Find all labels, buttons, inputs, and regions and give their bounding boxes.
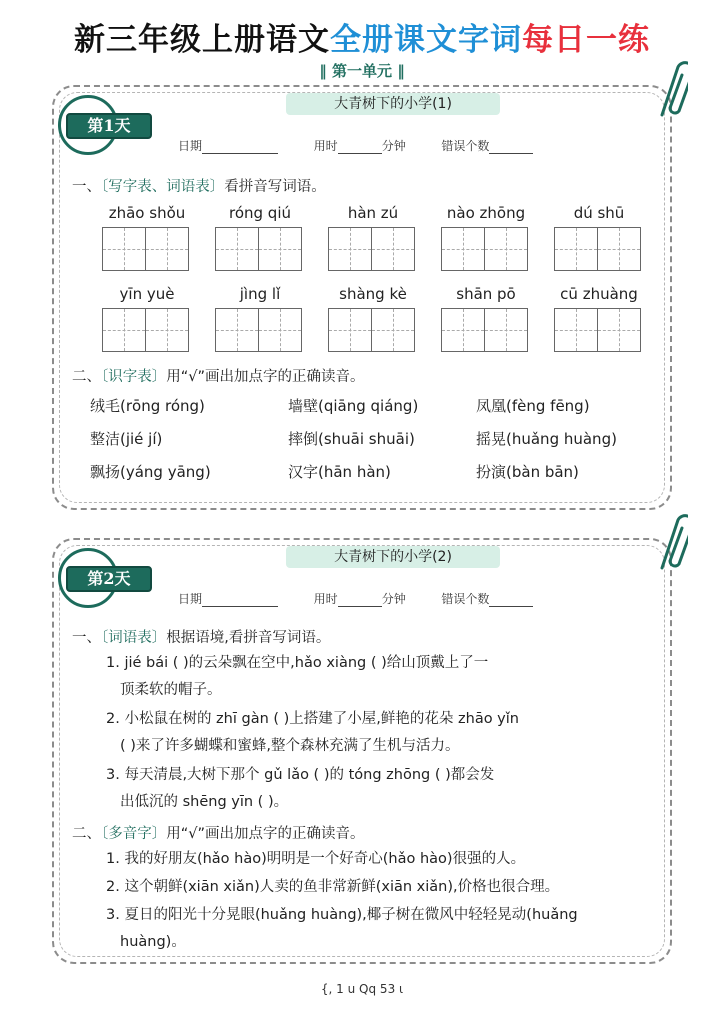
paperclip-icon	[652, 59, 688, 121]
question-line[interactable]: huàng)。	[120, 934, 186, 950]
question-line[interactable]: 3. 每天清晨,大树下那个 gǔ lǎo ( )的 tóng zhōng ( )都会发	[106, 767, 495, 783]
reading-item[interactable]: 摔倒(shuāi shuāi)	[288, 430, 415, 448]
lesson-header: 大青树下的小学(2)	[286, 546, 500, 568]
writing-boxes[interactable]	[215, 308, 305, 352]
writing-boxes[interactable]	[441, 308, 531, 352]
writing-boxes[interactable]	[215, 227, 305, 271]
reading-item[interactable]: 墙壁(qiāng qiáng)	[288, 397, 419, 415]
reading-item[interactable]: 凤凰(fèng fēng)	[476, 397, 590, 415]
writing-boxes[interactable]	[102, 308, 192, 352]
question-line[interactable]: 1. 我的好朋友(hǎo hào)明明是一个好奇心(hǎo hào)很强的人。	[106, 851, 526, 867]
writing-boxes[interactable]	[441, 227, 531, 271]
reading-item[interactable]: 扮演(bàn bān)	[476, 463, 579, 481]
writing-boxes[interactable]	[328, 308, 418, 352]
page-footer: {, 1 u Qq 53 ι	[320, 982, 404, 996]
reading-item[interactable]: 摇晃(huǎng huàng)	[476, 430, 617, 448]
question-line[interactable]: 1. jié bái ( )的云朵飘在空中,hǎo xiàng ( )给山顶戴上了一	[106, 655, 489, 671]
question-line[interactable]: ( )来了许多蝴蝶和蜜蜂,整个森林充满了生机与活力。	[120, 738, 460, 754]
meta-row: 日期 用时 分钟 错误个数	[178, 590, 533, 607]
meta-row: 日期 用时 分钟 错误个数	[178, 137, 533, 154]
day2-card	[52, 538, 672, 964]
lesson-header: 大青树下的小学(1)	[286, 93, 500, 115]
section-title: 二、〔识字表〕用“√”画出加点字的正确读音。	[72, 369, 365, 385]
pinyin-row-1: zhāo shǒu róng qiú hàn zú nào zhōng dú shū	[102, 203, 662, 283]
question-line: 顶柔软的帽子。	[120, 682, 222, 698]
writing-boxes[interactable]	[328, 227, 418, 271]
paperclip-icon	[652, 512, 688, 574]
day-badge: 第1天	[58, 95, 154, 155]
reading-item[interactable]: 汉字(hān hàn)	[288, 463, 391, 481]
writing-boxes[interactable]	[554, 227, 644, 271]
reading-item[interactable]: 整洁(jié jí)	[90, 430, 163, 448]
section-title: 一、〔词语表〕根据语境,看拼音写词语。	[72, 630, 331, 646]
day-badge: 第2天	[58, 548, 154, 608]
section-title: 一、〔写字表、词语表〕看拼音写词语。	[72, 179, 326, 195]
reading-item[interactable]: 绒毛(rōng róng)	[90, 397, 205, 415]
question-line[interactable]: 2. 小松鼠在树的 zhī gàn ( )上搭建了小屋,鲜艳的花朵 zhāo yǐn	[106, 711, 519, 727]
question-line[interactable]: 2. 这个朝鲜(xiān xiǎn)人卖的鱼非常新鲜(xiān xiǎn),价格也很合理。	[106, 879, 560, 895]
section-title: 二、〔多音字〕用“√”画出加点字的正确读音。	[72, 826, 365, 842]
unit-label: ‖ 第一单元 ‖	[319, 62, 405, 80]
writing-boxes[interactable]	[554, 308, 644, 352]
question-line[interactable]: 3. 夏日的阳光十分晃眼(huǎng huàng),椰子树在微风中轻轻晃动(huǎng	[106, 907, 578, 923]
reading-item[interactable]: 飘扬(yáng yāng)	[90, 463, 211, 481]
writing-boxes[interactable]	[102, 227, 192, 271]
pinyin-row-2: yīn yuè jìng lǐ shàng kè shān pō cū zhuàng	[102, 284, 662, 364]
page-title: 新三年级上册语文全册课文字词每日一练	[74, 22, 650, 58]
question-line[interactable]: 出低沉的 shēng yīn ( )。	[120, 794, 289, 810]
day1-card	[52, 85, 672, 510]
